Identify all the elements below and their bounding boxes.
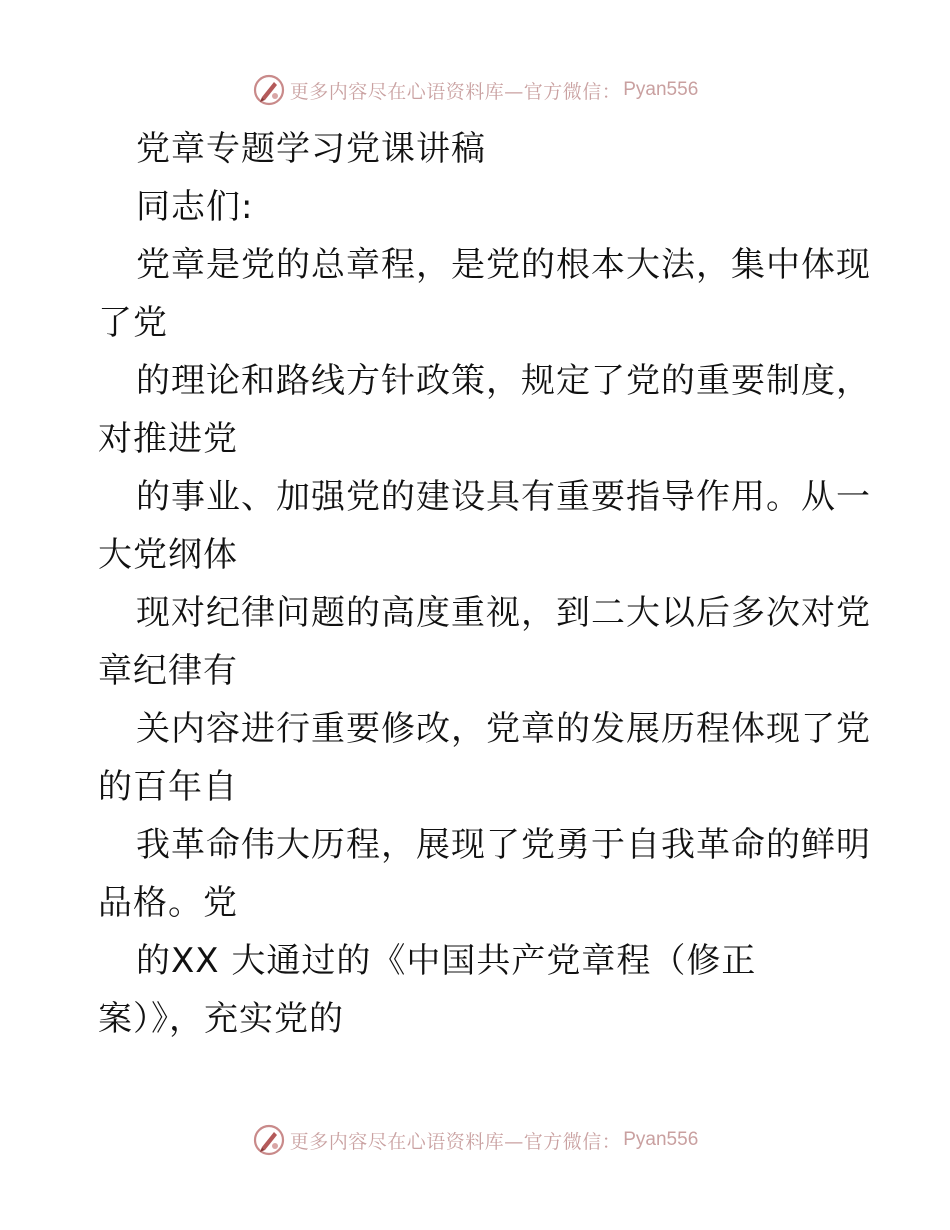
body-line: 大党纲体 [98, 535, 238, 575]
salutation: 同志们: [136, 187, 254, 227]
watermark-handle: Pyan556 [623, 1129, 699, 1150]
body-line: 品格。党 [98, 883, 238, 923]
watermark-text: 更多内容尽在心语资料库—官方微信： [289, 1130, 622, 1153]
document-title: 党章专题学习党课讲稿 [136, 129, 486, 169]
body-line: 对推进党 [98, 419, 238, 459]
body-line: 的事业、加强党的建设具有重要指导作用。从一 [136, 477, 871, 517]
body-line: 的XX 大通过的《中国共产党章程（修正 [136, 941, 757, 981]
body-line: 章纪律有 [98, 651, 238, 691]
body-line: 的百年自 [98, 767, 238, 807]
watermark-text: 更多内容尽在心语资料库—官方微信： [289, 80, 622, 103]
footer-watermark [0, 1120, 950, 1160]
logo-icon [252, 73, 286, 107]
header-watermark [0, 70, 950, 110]
document-body [98, 120, 871, 1048]
body-line: 现对纪律问题的高度重视，到二大以后多次对党 [136, 593, 871, 633]
watermark-handle: Pyan556 [623, 79, 699, 100]
body-line: 党章是党的总章程，是党的根本大法，集中体现 [136, 245, 871, 285]
body-line: 我革命伟大历程，展现了党勇于自我革命的鲜明 [136, 825, 871, 865]
body-line: 了党 [98, 303, 168, 343]
body-line: 案）》，充实党的 [98, 999, 344, 1039]
body-line: 关内容进行重要修改，党章的发展历程体现了党 [136, 709, 871, 749]
logo-icon [252, 1123, 286, 1157]
body-line: 的理论和路线方针政策，规定了党的重要制度， [136, 361, 871, 401]
